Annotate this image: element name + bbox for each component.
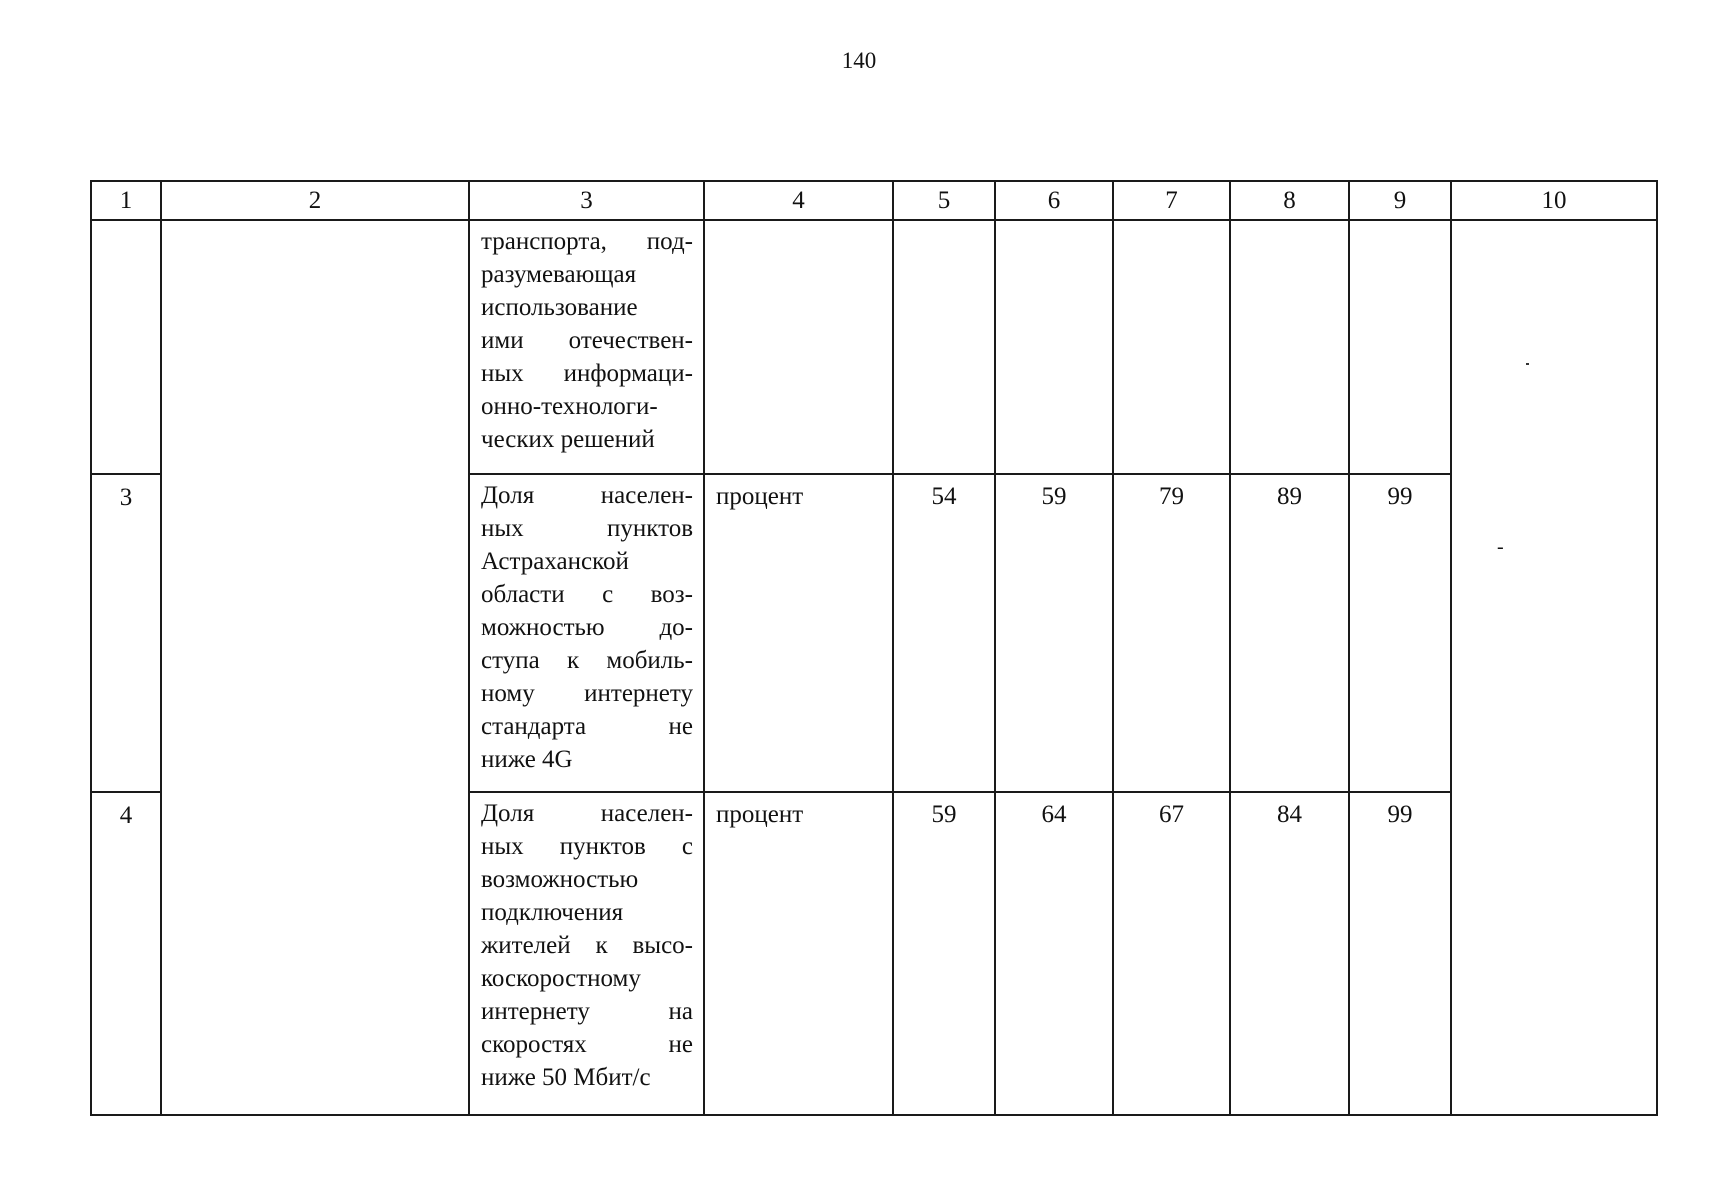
table-row (91, 220, 1657, 474)
indicator-line: интернету на (481, 998, 693, 1025)
header-row (91, 181, 1657, 220)
indicator-line: области с воз- (481, 581, 693, 608)
indicator-line: ниже 4G (481, 746, 573, 773)
indicator-line: ных пунктов (481, 515, 693, 542)
indicator-line: разумевающая (481, 261, 637, 288)
indicator-line: онно-технологи- (481, 393, 658, 420)
indicator-line: стандарта не (481, 713, 693, 740)
value-cell: 54 (893, 474, 995, 792)
page-number: 140 (841, 48, 877, 73)
unit-cell: процент (704, 792, 893, 1115)
scan-speck (1526, 363, 1529, 365)
indicator-line: ступа к мобиль- (481, 647, 693, 674)
indicator-line: можностью до- (481, 614, 693, 641)
indicator-cell (469, 474, 704, 792)
row-number: 3 (91, 474, 161, 792)
program-name-cell (161, 220, 469, 1115)
indicator-line: ческих решений (481, 426, 655, 453)
value-cell: 84 (1230, 792, 1349, 1115)
notes-mark: - (1497, 536, 1504, 558)
value-cell: 89 (1230, 474, 1349, 792)
value-cell (893, 220, 995, 474)
indicator-line: возможностью (481, 866, 639, 893)
value-cell: 59 (995, 474, 1113, 792)
notes-cell (1451, 220, 1657, 1115)
header-cell: 3 (469, 181, 704, 220)
indicators-table (90, 180, 1658, 1116)
header-cell: 1 (91, 181, 161, 220)
header-cell: 5 (893, 181, 995, 220)
indicator-cell (469, 220, 704, 474)
unit-cell: процент (704, 474, 893, 792)
indicator-cell (469, 792, 704, 1115)
indicator-line: ниже 50 Мбит/с (481, 1064, 651, 1091)
value-cell (1349, 220, 1451, 474)
value-cell: 59 (893, 792, 995, 1115)
indicator-line: транспорта, под- (481, 228, 693, 255)
indicator-line: скоростях не (481, 1031, 693, 1058)
value-cell: 79 (1113, 474, 1230, 792)
indicator-line: Астраханской (481, 548, 629, 575)
value-cell: 67 (1113, 792, 1230, 1115)
unit-cell (704, 220, 893, 474)
indicator-line: ими отечествен- (481, 327, 693, 354)
value-cell (995, 220, 1113, 474)
value-cell: 99 (1349, 792, 1451, 1115)
header-cell: 7 (1113, 181, 1230, 220)
indicator-line: Доля населен- (481, 482, 693, 509)
row-number: 4 (91, 792, 161, 1115)
header-cell: 6 (995, 181, 1113, 220)
value-cell (1230, 220, 1349, 474)
value-cell: 99 (1349, 474, 1451, 792)
indicator-line: жителей к высо- (481, 932, 693, 959)
header-cell: 8 (1230, 181, 1349, 220)
header-cell: 10 (1451, 181, 1657, 220)
header-cell: 4 (704, 181, 893, 220)
indicator-line: ному интернету (481, 680, 693, 707)
value-cell (1113, 220, 1230, 474)
indicator-line: Доля населен- (481, 800, 693, 827)
header-cell: 9 (1349, 181, 1451, 220)
header-cell: 2 (161, 181, 469, 220)
value-cell: 64 (995, 792, 1113, 1115)
indicator-line: ных информаци- (481, 360, 693, 387)
row-number (91, 220, 161, 474)
indicator-line: ных пунктов с (481, 833, 693, 860)
indicator-line: использование (481, 294, 638, 321)
indicator-line: подключения (481, 899, 624, 926)
indicator-line: коскоростному (481, 965, 641, 992)
